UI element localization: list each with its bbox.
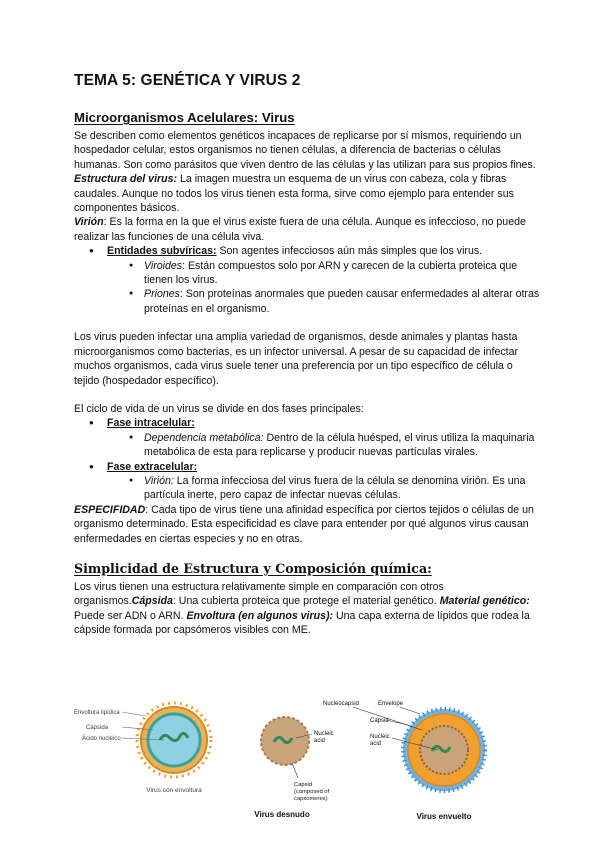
caption-virus-desnudo: Virus desnudo xyxy=(254,810,310,819)
list-item-virion xyxy=(74,474,540,503)
label-capsida: Cápsida xyxy=(86,725,109,731)
pointer-line xyxy=(122,712,146,716)
subviricas-list xyxy=(74,244,540,316)
virion-paragraph xyxy=(74,215,540,244)
list-item-subviricas xyxy=(74,244,540,258)
viroides-text: : Están compuestos solo por ARN y carecen de la cubierta proteica que tienen los virus. xyxy=(144,259,518,287)
pointer-line xyxy=(292,763,298,778)
label-capsid-comp-3: capsomeres) xyxy=(294,796,328,802)
dependencia-label: Dependencia metabólica: xyxy=(144,431,264,444)
figures-row xyxy=(0,690,600,830)
estructura-label: Estructura del virus: xyxy=(74,173,178,186)
label-envelope: Envelope xyxy=(378,701,404,707)
fase-intra-label: Fase intracelular: xyxy=(107,417,195,430)
label-acid-2: acid xyxy=(370,741,382,747)
intro-paragraph: Se describen como elementos genéticos incapaces de replicarse por sí mismos, requiriendo un hospedador celular, estos organismos no tienen células, a diferencia de bacterias o células humanas. Son como parásitos que viven dentro de las células y las utilizan para sus propios fines. xyxy=(74,130,536,171)
priones-label: Priones xyxy=(144,288,180,301)
pointer-line xyxy=(386,720,408,725)
list-item-priones xyxy=(74,287,540,316)
label-acid-1: acid xyxy=(314,738,326,744)
fases-list xyxy=(74,416,540,502)
list-item-fase-extracelular xyxy=(74,460,540,474)
subviricas-label: Entidades subvíricas: xyxy=(107,245,217,258)
document-content xyxy=(74,71,540,638)
especificidad-text: : Cada tipo de virus tiene una afinidad específica por ciertos tejidos o células de un organismo determinado. Esta especificidad es clave para entender por qué algunos virus causan enfermedades en ciertas especies y no en otras. xyxy=(74,503,534,545)
virion2-text: La forma infecciosa del virus fuera de la célula se denomina virión. Es una partícula inerte, pero capaz de infectar nuevas células. xyxy=(144,474,526,502)
priones-text: : Son proteínas anormales que pueden causar enfermedades al alterar otras proteínas en el organismo. xyxy=(144,288,540,315)
list-item-fase-intracelular xyxy=(74,416,540,430)
simplicidad-t1: Los virus tienen una estructura relativamente simple en comparación con otros organismos. xyxy=(74,580,444,608)
figure-virus-comparacion xyxy=(250,690,510,830)
figure-virus-con-envoltura xyxy=(74,690,264,830)
material-label: Material genético: xyxy=(439,595,530,608)
section-heading-simplicidad: Simplicidad de Estructura y Composición química: xyxy=(74,560,432,576)
pointer-line xyxy=(400,707,420,714)
especificidad-label: ESPECIFIDAD xyxy=(74,503,146,516)
envoltura-text: Una capa externa de lípidos que rodea la cápside formada por capsómeros visibles con ME. xyxy=(74,609,530,637)
label-capsid-comp-1: Capsid xyxy=(294,782,313,788)
ciclo-paragraph: El ciclo de vida de un virus se divide en dos fases principales: xyxy=(74,402,364,415)
estructura-paragraph xyxy=(74,172,540,215)
label-nucleocapsid: Nucleocapsid xyxy=(323,701,360,707)
virion-label: Virión xyxy=(74,216,104,229)
spacer xyxy=(74,316,540,330)
section-heading-virus: Microorganismos Acelulares: Virus xyxy=(74,110,295,125)
virion2-label: Virión: xyxy=(144,474,174,487)
spacer xyxy=(74,388,540,402)
caption-virus-envuelto: Virus envuelto xyxy=(416,812,472,821)
label-envoltura: Envoltura lipídica xyxy=(74,710,120,716)
label-acido: Ácido nucleico xyxy=(82,736,121,742)
infeccion-paragraph: Los virus pueden infectar una amplia variedad de organismos, desde animales y plantas hasta microorganismos como bacterias, es un infector universal. A pesar de su capacidad de infectar muchos organismos, cada virus suele tener una preferencia por un tipo específico de célula o tejido (hospedador específico). xyxy=(74,331,518,387)
viroides-label: Viroides xyxy=(144,259,183,272)
fase-extra-label: Fase extracelular: xyxy=(107,460,198,473)
especificidad-paragraph xyxy=(74,503,540,546)
list-item-dependencia xyxy=(74,431,540,460)
label-nucleic-1: Nucleic xyxy=(314,731,334,737)
estructura-text: La imagen muestra un esquema de un virus con cabeza, cola y fibras caudales. Aunque no todos los virus tienen esta forma, sirve como ejemplo para entender sus componentes básicos. xyxy=(74,173,514,215)
label-capsid-comp-2: (composed of xyxy=(294,789,330,795)
dependencia-text: Dentro de la célula huésped, el virus utiliza la maquinaria metabólica de esta para replicarse y producir nuevas partículas virales. xyxy=(144,431,535,459)
subviricas-text: Son agentes infecciosos aún más simples que los virus. xyxy=(216,245,483,258)
material-text: Puede ser ADN o ARN. xyxy=(74,609,187,622)
label-capsid: Capsid xyxy=(370,718,389,724)
list-item-viroides xyxy=(74,259,540,288)
envoltura-label: Envoltura (en algunos virus): xyxy=(186,609,334,622)
virion-text: : Es la forma en la que el virus existe fuera de una célula. Aunque es infeccioso, no puede realizar las funciones de una célula viva. xyxy=(74,216,526,243)
simplicidad-paragraph xyxy=(74,580,540,638)
caption-virus-con-envoltura: Virus con envoltura xyxy=(146,787,202,794)
label-nucleic-2: Nucleic xyxy=(370,734,390,740)
capsida-text: : Una cubierta proteica que protege el material genético. xyxy=(172,595,440,608)
page-title: TEMA 5: GENÉTICA Y VIRUS 2 xyxy=(74,72,301,89)
capsida-label: Cápsida xyxy=(131,595,173,608)
